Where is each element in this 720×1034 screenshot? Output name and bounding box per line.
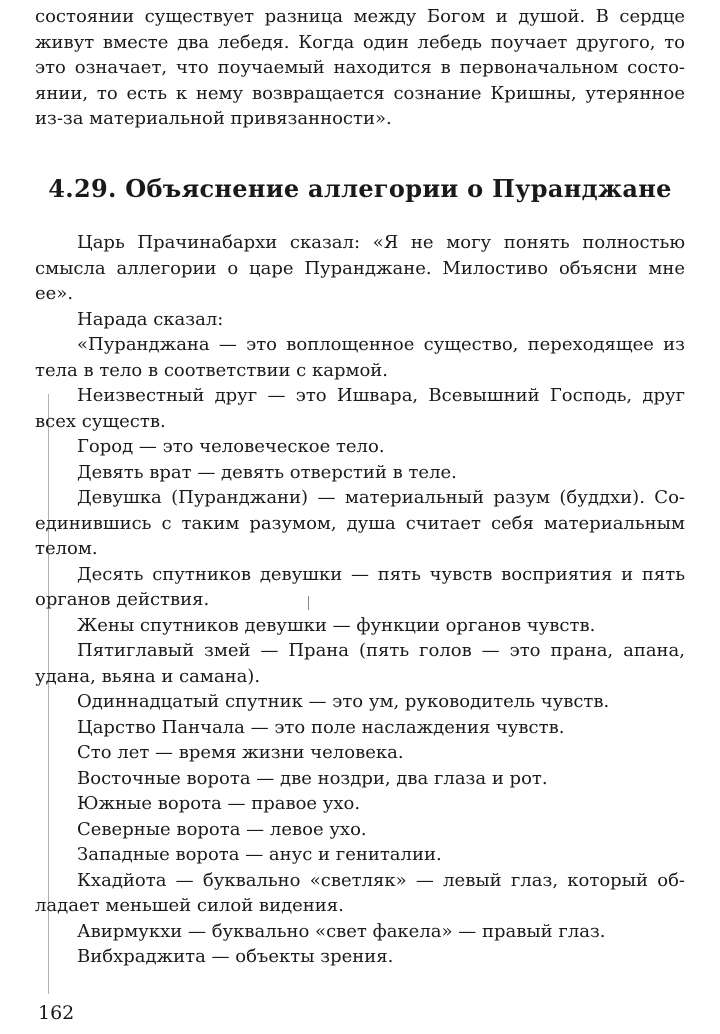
text-line: телом. [35, 538, 98, 559]
text-line: Одиннадцатый спутник — это ум, руководитель чувств. [77, 691, 610, 712]
text-line: Южные ворота — правое ухо. [77, 793, 361, 814]
text-line: Авирмукхи — буквально «свет факела» — правый глаз. [77, 920, 606, 942]
text-line: Восточные ворота — две ноздри, два глаза и рот. [77, 767, 548, 789]
text-line: Кхадйота — буквально «светляк» — левый глаз, который об- [77, 869, 685, 891]
text-line: Неизвестный друг — это Ишвара, Всевышний Господь, друг [77, 385, 685, 406]
text-line: Сто лет — время жизни человека. [77, 742, 404, 763]
text-line: Северные ворота — левое ухо. [77, 818, 367, 840]
text-line: органов действия. [35, 589, 210, 610]
scan-artifact-line [48, 394, 49, 994]
text-line: ее». [35, 283, 74, 304]
text-line: состоянии существует разница между Богом и душой. В сердце [35, 6, 685, 27]
section-heading: 4.29. Объяснение аллегории о Пуранджане [48, 174, 672, 203]
text-line: Царство Панчала — это поле наслаждения чувств. [77, 716, 565, 738]
section-body [35, 230, 685, 970]
text-line: смысла аллегории о царе Пуранджане. Милостиво объясни мне [35, 257, 685, 279]
text-line: Девять врат — девять отверстий в теле. [77, 461, 457, 483]
text-line: из-за материальной привязанности». [35, 108, 392, 129]
text-line: это означает, что поучаемый находится в первоначальном состо- [35, 57, 685, 78]
text-line: Девушка (Пуранджани) — материальный разум (буддхи). Со- [77, 487, 685, 508]
text-line: янии, то есть к нему возвращается сознание Кришны, утерянное [35, 82, 685, 104]
text-line: Десять спутников девушки — пять чувств восприятия и пять [77, 563, 685, 585]
text-line: Вибхраджита — объекты зрения. [77, 946, 394, 967]
text-line: Нарада сказал: [77, 308, 224, 330]
text-line: тела в тело в соответствии с кармой. [35, 359, 389, 381]
text-line: ладает меньшей силой видения. [35, 895, 344, 916]
text-line: удана, вьяна и самана). [35, 665, 261, 687]
text-line: Западные ворота — анус и гениталии. [77, 844, 442, 865]
text-line: всех существ. [35, 410, 166, 432]
text-line: Жены спутников девушки — функции органов чувств. [77, 614, 596, 636]
page-number: 162 [38, 1002, 75, 1024]
scan-artifact-line [308, 596, 309, 610]
text-line: Царь Прачинабархи сказал: «Я не могу понять полностью [77, 232, 685, 253]
text-line: живут вместе два лебедя. Когда один лебедь поучает другого, то [35, 31, 685, 53]
continued-paragraph [35, 4, 685, 132]
text-line: Пятиглавый змей — Прана (пять голов — это прана, апана, [77, 640, 685, 661]
text-line: единившись с таким разумом, душа считает себя материальным [35, 512, 685, 534]
text-line: «Пуранджана — это воплощенное существо, переходящее из [77, 334, 685, 355]
text-line: Город — это человеческое тело. [77, 436, 385, 457]
